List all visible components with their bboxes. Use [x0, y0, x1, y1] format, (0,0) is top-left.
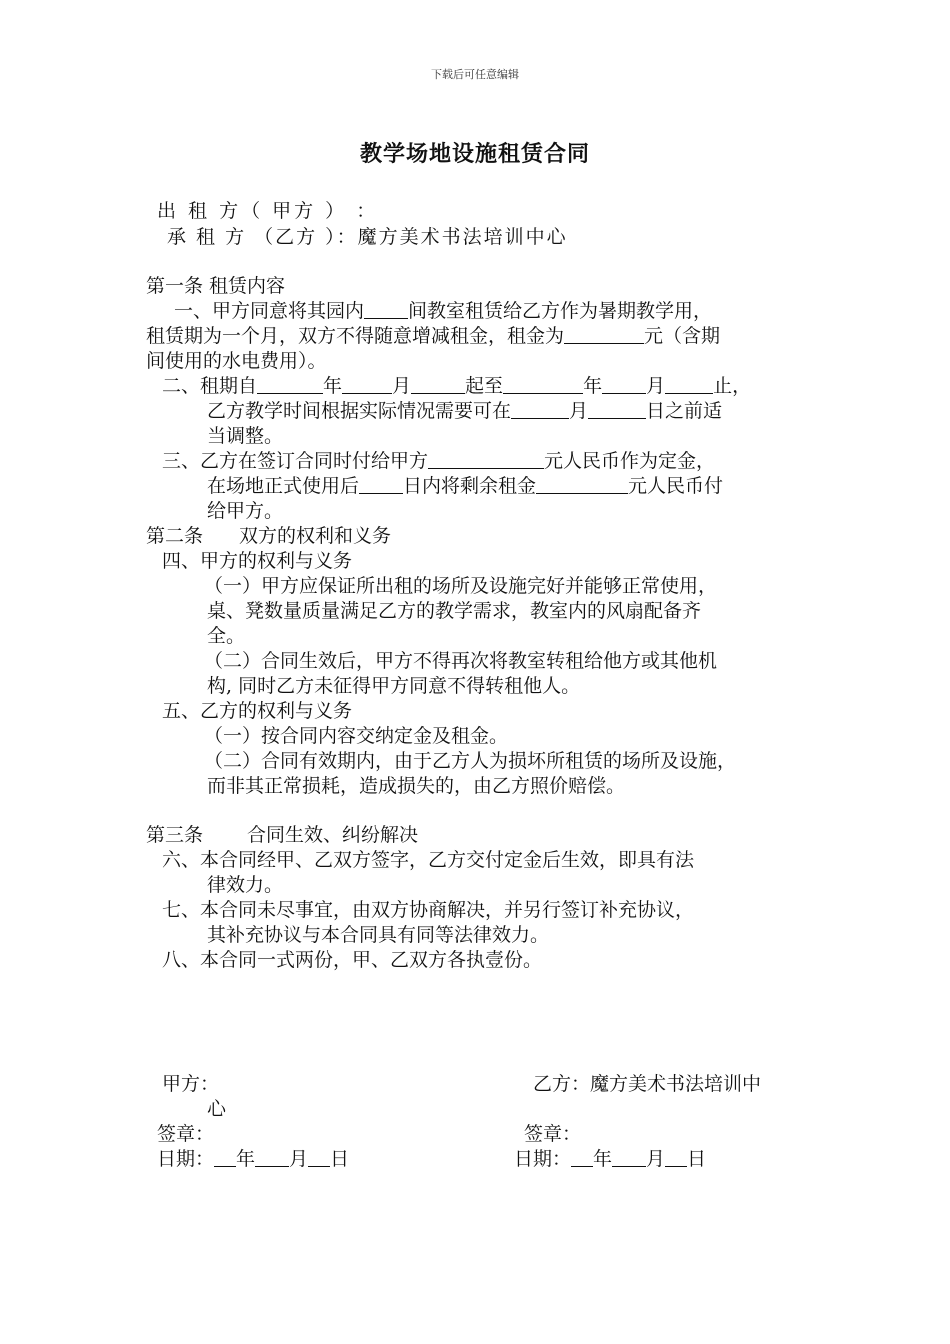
article-2-item-5-2-line-1: （二）合同有效期内，由于乙方人为损坏所租赁的场所及设施， [204, 750, 737, 772]
seal-a-label: 签章： [157, 1123, 215, 1145]
article-1-item-1-line-3: 间使用的水电费用）。 [146, 350, 327, 372]
deposit-amount-blank[interactable] [428, 450, 544, 469]
article-3-item-6-line-2: 律效力。 [207, 874, 284, 896]
party-b-label-continued: 心 [207, 1098, 227, 1120]
article-2-item-4-1-line-3: 全。 [207, 625, 246, 647]
rent-amount-blank[interactable] [564, 325, 644, 344]
date-b-year-blank[interactable] [571, 1148, 593, 1167]
date-b-month-blank[interactable] [612, 1148, 646, 1167]
seal-b-label: 签章： [524, 1123, 582, 1145]
article-1-item-3-line-2: 在场地正式使用后 日内将剩余租金 元人民币付 [207, 475, 724, 497]
date-a-line: 日期： 年 月 日 [157, 1148, 350, 1170]
date-a-year-blank[interactable] [214, 1148, 236, 1167]
article-2-heading: 第二条 双方的权利和义务 [146, 525, 392, 547]
start-month-blank[interactable] [342, 375, 392, 394]
article-1-heading: 第一条 租赁内容 [146, 275, 286, 297]
article-3-item-8: 八、本合同一式两份，甲、乙双方各执壹份。 [162, 949, 543, 971]
article-3-item-7-line-1: 七、本合同未尽事宜，由双方协商解决，并另行签订补充协议， [162, 899, 695, 921]
remaining-rent-blank[interactable] [536, 475, 628, 494]
article-3-heading: 第三条 合同生效、纠纷解决 [146, 824, 419, 846]
party-a-label: 甲方： [162, 1073, 220, 1095]
lessee-line: 承 租 方 （乙方 ）：魔方美术书法培训中心 [167, 226, 568, 248]
article-2-item-4-2-line-2: 构, 同时乙方未征得甲方同意不得转租他人。 [207, 675, 581, 697]
article-1-item-2-line-1: 二、租期自 年 月 起至 年 月 止， [162, 375, 752, 397]
lessor-line: 出 租 方（ 甲方 ） ： [157, 200, 379, 222]
article-2-item-5-1: （一）按合同内容交纳定金及租金。 [204, 725, 509, 747]
classroom-count-blank[interactable] [364, 300, 408, 319]
article-2-item-5: 五、乙方的权利与义务 [162, 700, 353, 722]
article-1-item-2-line-2: 乙方教学时间根据实际情况需要可在 月 日之前适 [207, 400, 723, 422]
date-a-day-blank[interactable] [308, 1148, 330, 1167]
article-3-item-6-line-1: 六、本合同经甲、乙双方签字，乙方交付定金后生效，即具有法 [162, 849, 695, 871]
start-year-blank[interactable] [257, 375, 323, 394]
article-2-item-4-1-line-2: 桌、凳数量质量满足乙方的教学需求，教室内的风扇配备齐 [207, 600, 702, 622]
end-month-blank[interactable] [602, 375, 646, 394]
article-3-item-7-line-2: 其补充协议与本合同具有同等法律效力。 [207, 924, 550, 946]
document-title: 教学场地设施租赁合同 [359, 141, 590, 167]
date-b-line: 日期： 年 月 日 [514, 1148, 707, 1170]
article-1-item-1-line-2: 租赁期为一个月，双方不得随意增减租金，租金为 元（含期 [146, 325, 721, 347]
adjust-month-blank[interactable] [511, 400, 569, 419]
adjust-day-blank[interactable] [588, 400, 646, 419]
article-1-item-3-line-3: 给甲方。 [207, 500, 284, 522]
article-1-item-1-line-1: 一、甲方同意将其园内 间教室租赁给乙方作为暑期教学用， [174, 300, 713, 322]
article-1-item-2-line-3: 当调整。 [207, 425, 284, 447]
article-1-item-3-line-1: 三、乙方在签订合同时付给甲方 元人民币作为定金， [162, 450, 716, 472]
article-2-item-4: 四、甲方的权利与义务 [162, 550, 353, 572]
page-header: 下载后可任意编辑 [431, 68, 519, 81]
start-day-blank[interactable] [411, 375, 465, 394]
party-b-label: 乙方：魔方美术书法培训中 [533, 1073, 762, 1095]
payment-days-blank[interactable] [359, 475, 403, 494]
date-b-day-blank[interactable] [665, 1148, 687, 1167]
article-2-item-4-1-line-1: （一）甲方应保证所出租的场所及设施完好并能够正常使用， [204, 575, 718, 597]
end-day-blank[interactable] [665, 375, 713, 394]
article-2-item-5-2-line-2: 而非其正常损耗，造成损失的，由乙方照价赔偿。 [207, 775, 626, 797]
end-year-blank[interactable] [503, 375, 583, 394]
date-a-month-blank[interactable] [255, 1148, 289, 1167]
article-2-item-4-2-line-1: （二）合同生效后，甲方不得再次将教室转租给他方或其他机 [204, 650, 718, 672]
